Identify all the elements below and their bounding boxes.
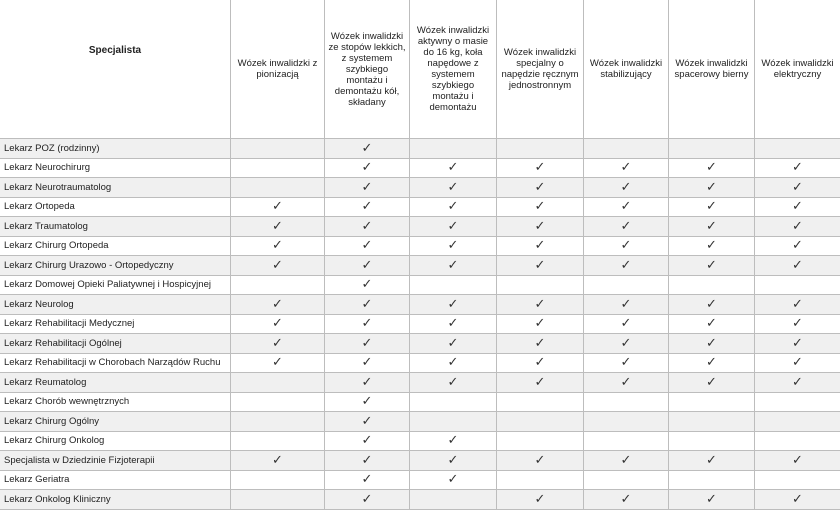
cell-col-4	[584, 217, 669, 237]
cell-col-1	[325, 373, 410, 393]
cell-col-6	[755, 431, 840, 451]
cell-col-5	[669, 217, 755, 237]
specialist-name: Lekarz Traumatolog	[0, 217, 231, 237]
specialist-name: Lekarz Rehabilitacji Medycznej	[0, 314, 231, 334]
cell-col-3	[497, 412, 584, 432]
check-icon: ✓	[535, 181, 546, 192]
specialist-name: Lekarz Neurochirurg	[0, 158, 231, 178]
cell-col-6	[755, 412, 840, 432]
check-icon: ✓	[362, 415, 373, 426]
cell-col-5	[669, 256, 755, 276]
check-icon: ✓	[362, 181, 373, 192]
cell-col-0	[231, 353, 325, 373]
check-icon: ✓	[272, 454, 283, 465]
check-icon: ✓	[706, 181, 717, 192]
cell-col-1	[325, 353, 410, 373]
specialist-name: Lekarz Rehabilitacji Ogólnej	[0, 334, 231, 354]
check-icon: ✓	[621, 259, 632, 270]
cell-col-3	[497, 275, 584, 295]
table-row	[0, 392, 840, 412]
cell-col-1	[325, 139, 410, 159]
cell-col-6	[755, 139, 840, 159]
check-icon: ✓	[792, 220, 803, 231]
cell-col-5	[669, 139, 755, 159]
specialist-name: Lekarz Neurotraumatolog	[0, 178, 231, 198]
specialist-name: Lekarz Domowej Opieki Paliatywnej i Hospicyjnej	[0, 275, 231, 295]
cell-col-3	[497, 178, 584, 198]
cell-col-3	[497, 197, 584, 217]
check-icon: ✓	[706, 376, 717, 387]
specialist-name: Lekarz Reumatolog	[0, 373, 231, 393]
check-icon: ✓	[792, 376, 803, 387]
check-icon: ✓	[792, 200, 803, 211]
check-icon: ✓	[272, 259, 283, 270]
check-icon: ✓	[792, 493, 803, 504]
check-icon: ✓	[448, 298, 459, 309]
cell-col-6	[755, 451, 840, 471]
cell-col-3	[497, 353, 584, 373]
table-row	[0, 256, 840, 276]
cell-col-1	[325, 431, 410, 451]
check-icon: ✓	[448, 181, 459, 192]
check-icon: ✓	[362, 395, 373, 406]
cell-col-1	[325, 256, 410, 276]
cell-col-4	[584, 334, 669, 354]
check-icon: ✓	[362, 317, 373, 328]
header-col-0: Wózek inwalidzki z pionizacją	[231, 0, 325, 139]
check-icon: ✓	[362, 142, 373, 153]
table-row	[0, 353, 840, 373]
cell-col-4	[584, 139, 669, 159]
cell-col-2	[410, 139, 497, 159]
check-icon: ✓	[706, 454, 717, 465]
check-icon: ✓	[448, 239, 459, 250]
specialist-name: Lekarz Geriatra	[0, 470, 231, 490]
check-icon: ✓	[448, 356, 459, 367]
check-icon: ✓	[272, 200, 283, 211]
check-icon: ✓	[792, 259, 803, 270]
check-icon: ✓	[272, 239, 283, 250]
cell-col-0	[231, 412, 325, 432]
cell-col-6	[755, 236, 840, 256]
header-col-6: Wózek inwalidzki elektryczny	[755, 0, 840, 139]
specialist-name: Lekarz POZ (rodzinny)	[0, 139, 231, 159]
table-row	[0, 490, 840, 510]
check-icon: ✓	[706, 493, 717, 504]
header-col-4: Wózek inwalidzki stabilizujący	[584, 0, 669, 139]
check-icon: ✓	[272, 337, 283, 348]
cell-col-4	[584, 314, 669, 334]
check-icon: ✓	[706, 317, 717, 328]
check-icon: ✓	[792, 337, 803, 348]
cell-col-2	[410, 295, 497, 315]
cell-col-5	[669, 178, 755, 198]
cell-col-6	[755, 197, 840, 217]
cell-col-2	[410, 158, 497, 178]
cell-col-2	[410, 353, 497, 373]
table-row	[0, 431, 840, 451]
check-icon: ✓	[706, 259, 717, 270]
table-row	[0, 314, 840, 334]
table-row	[0, 139, 840, 159]
cell-col-3	[497, 431, 584, 451]
table-row	[0, 334, 840, 354]
specialist-name: Specjalista w Dziedzinie Fizjoterapii	[0, 451, 231, 471]
check-icon: ✓	[448, 161, 459, 172]
cell-col-0	[231, 275, 325, 295]
cell-col-3	[497, 373, 584, 393]
cell-col-1	[325, 158, 410, 178]
table-row	[0, 412, 840, 432]
cell-col-1	[325, 275, 410, 295]
check-icon: ✓	[362, 356, 373, 367]
specialist-name: Lekarz Chirurg Ogólny	[0, 412, 231, 432]
header-specialist: Specjalista	[0, 0, 231, 139]
cell-col-4	[584, 490, 669, 510]
cell-col-1	[325, 314, 410, 334]
table-row	[0, 158, 840, 178]
cell-col-2	[410, 412, 497, 432]
cell-col-6	[755, 275, 840, 295]
cell-col-2	[410, 178, 497, 198]
check-icon: ✓	[706, 220, 717, 231]
cell-col-1	[325, 334, 410, 354]
check-icon: ✓	[362, 376, 373, 387]
check-icon: ✓	[535, 259, 546, 270]
cell-col-3	[497, 217, 584, 237]
cell-col-5	[669, 295, 755, 315]
cell-col-3	[497, 256, 584, 276]
cell-col-6	[755, 158, 840, 178]
cell-col-0	[231, 178, 325, 198]
cell-col-2	[410, 490, 497, 510]
table-body	[0, 139, 840, 510]
check-icon: ✓	[362, 259, 373, 270]
cell-col-5	[669, 490, 755, 510]
check-icon: ✓	[535, 317, 546, 328]
specialist-name: Lekarz Chirurg Urazowo - Ortopedyczny	[0, 256, 231, 276]
cell-col-0	[231, 139, 325, 159]
check-icon: ✓	[706, 337, 717, 348]
table-row	[0, 275, 840, 295]
cell-col-0	[231, 314, 325, 334]
cell-col-3	[497, 236, 584, 256]
cell-col-4	[584, 178, 669, 198]
check-icon: ✓	[272, 317, 283, 328]
cell-col-2	[410, 334, 497, 354]
check-icon: ✓	[706, 356, 717, 367]
cell-col-6	[755, 295, 840, 315]
cell-col-0	[231, 451, 325, 471]
header-col-3: Wózek inwalidzki specjalny o napędzie ręcznym jednostronnym	[497, 0, 584, 139]
check-icon: ✓	[535, 298, 546, 309]
check-icon: ✓	[448, 434, 459, 445]
cell-col-6	[755, 314, 840, 334]
check-icon: ✓	[362, 473, 373, 484]
cell-col-5	[669, 451, 755, 471]
cell-col-2	[410, 451, 497, 471]
check-icon: ✓	[621, 161, 632, 172]
cell-col-4	[584, 295, 669, 315]
cell-col-1	[325, 451, 410, 471]
specialist-name: Lekarz Chirurg Ortopeda	[0, 236, 231, 256]
cell-col-3	[497, 139, 584, 159]
check-icon: ✓	[272, 298, 283, 309]
cell-col-0	[231, 431, 325, 451]
check-icon: ✓	[621, 200, 632, 211]
cell-col-0	[231, 373, 325, 393]
check-icon: ✓	[621, 376, 632, 387]
cell-col-1	[325, 392, 410, 412]
check-icon: ✓	[535, 337, 546, 348]
cell-col-1	[325, 236, 410, 256]
cell-col-0	[231, 256, 325, 276]
check-icon: ✓	[272, 220, 283, 231]
check-icon: ✓	[448, 376, 459, 387]
cell-col-6	[755, 490, 840, 510]
check-icon: ✓	[621, 317, 632, 328]
cell-col-2	[410, 236, 497, 256]
check-icon: ✓	[448, 220, 459, 231]
cell-col-4	[584, 353, 669, 373]
cell-col-2	[410, 314, 497, 334]
check-icon: ✓	[792, 317, 803, 328]
table-row	[0, 178, 840, 198]
cell-col-5	[669, 392, 755, 412]
header-col-5: Wózek inwalidzki spacerowy bierny	[669, 0, 755, 139]
cell-col-3	[497, 392, 584, 412]
cell-col-0	[231, 392, 325, 412]
cell-col-4	[584, 236, 669, 256]
check-icon: ✓	[448, 200, 459, 211]
cell-col-5	[669, 275, 755, 295]
table-row	[0, 451, 840, 471]
cell-col-0	[231, 197, 325, 217]
cell-col-3	[497, 490, 584, 510]
table-row	[0, 236, 840, 256]
check-icon: ✓	[792, 181, 803, 192]
check-icon: ✓	[448, 454, 459, 465]
check-icon: ✓	[535, 493, 546, 504]
cell-col-6	[755, 256, 840, 276]
check-icon: ✓	[706, 200, 717, 211]
cell-col-2	[410, 256, 497, 276]
cell-col-5	[669, 158, 755, 178]
check-icon: ✓	[621, 493, 632, 504]
cell-col-1	[325, 217, 410, 237]
check-icon: ✓	[535, 161, 546, 172]
cell-col-0	[231, 295, 325, 315]
specialist-name: Lekarz Rehabilitacji w Chorobach Narządów Ruchu	[0, 353, 231, 373]
check-icon: ✓	[621, 356, 632, 367]
cell-col-4	[584, 392, 669, 412]
cell-col-2	[410, 373, 497, 393]
cell-col-5	[669, 314, 755, 334]
cell-col-0	[231, 490, 325, 510]
check-icon: ✓	[362, 220, 373, 231]
check-icon: ✓	[535, 356, 546, 367]
check-icon: ✓	[621, 181, 632, 192]
check-icon: ✓	[621, 337, 632, 348]
specialist-name: Lekarz Neurolog	[0, 295, 231, 315]
cell-col-2	[410, 197, 497, 217]
cell-col-5	[669, 373, 755, 393]
cell-col-6	[755, 217, 840, 237]
cell-col-1	[325, 295, 410, 315]
cell-col-0	[231, 334, 325, 354]
cell-col-5	[669, 431, 755, 451]
table-row	[0, 373, 840, 393]
check-icon: ✓	[362, 298, 373, 309]
specialist-name: Lekarz Onkolog Kliniczny	[0, 490, 231, 510]
cell-col-1	[325, 178, 410, 198]
cell-col-6	[755, 373, 840, 393]
check-icon: ✓	[362, 278, 373, 289]
cell-col-4	[584, 197, 669, 217]
check-icon: ✓	[792, 239, 803, 250]
check-icon: ✓	[792, 298, 803, 309]
cell-col-3	[497, 451, 584, 471]
header-col-2: Wózek inwalidzki aktywny o masie do 16 kg, koła napędowe z systemem szybkiego montażu i demontażu	[410, 0, 497, 139]
check-icon: ✓	[362, 200, 373, 211]
check-icon: ✓	[706, 298, 717, 309]
check-icon: ✓	[621, 454, 632, 465]
check-icon: ✓	[362, 434, 373, 445]
check-icon: ✓	[362, 161, 373, 172]
check-icon: ✓	[706, 161, 717, 172]
check-icon: ✓	[362, 493, 373, 504]
cell-col-6	[755, 178, 840, 198]
cell-col-5	[669, 412, 755, 432]
specialist-name: Lekarz Chorób wewnętrznych	[0, 392, 231, 412]
check-icon: ✓	[272, 356, 283, 367]
cell-col-4	[584, 431, 669, 451]
header-col-1: Wózek inwalidzki ze stopów lekkich, z systemem szybkiego montażu i demontażu kół, składany	[325, 0, 410, 139]
check-icon: ✓	[362, 239, 373, 250]
check-icon: ✓	[535, 376, 546, 387]
cell-col-5	[669, 334, 755, 354]
cell-col-1	[325, 412, 410, 432]
cell-col-4	[584, 158, 669, 178]
cell-col-6	[755, 334, 840, 354]
cell-col-2	[410, 217, 497, 237]
cell-col-3	[497, 334, 584, 354]
check-icon: ✓	[706, 239, 717, 250]
check-icon: ✓	[448, 473, 459, 484]
cell-col-6	[755, 392, 840, 412]
check-icon: ✓	[792, 356, 803, 367]
cell-col-0	[231, 236, 325, 256]
check-icon: ✓	[362, 454, 373, 465]
table-row	[0, 217, 840, 237]
cell-col-5	[669, 353, 755, 373]
check-icon: ✓	[362, 337, 373, 348]
cell-col-4	[584, 451, 669, 471]
cell-col-4	[584, 256, 669, 276]
cell-col-0	[231, 217, 325, 237]
cell-col-4	[584, 412, 669, 432]
cell-col-2	[410, 275, 497, 295]
check-icon: ✓	[792, 454, 803, 465]
check-icon: ✓	[535, 239, 546, 250]
cell-col-1	[325, 197, 410, 217]
cell-col-3	[497, 314, 584, 334]
check-icon: ✓	[621, 239, 632, 250]
cell-col-2	[410, 431, 497, 451]
specialist-name: Lekarz Ortopeda	[0, 197, 231, 217]
check-icon: ✓	[535, 220, 546, 231]
specialist-name: Lekarz Chirurg Onkolog	[0, 431, 231, 451]
table-row	[0, 295, 840, 315]
cell-col-1	[325, 490, 410, 510]
cell-col-2	[410, 392, 497, 412]
cell-col-4	[584, 373, 669, 393]
check-icon: ✓	[792, 161, 803, 172]
cell-col-5	[669, 197, 755, 217]
cell-col-6	[755, 353, 840, 373]
check-icon: ✓	[448, 317, 459, 328]
table-row	[0, 197, 840, 217]
cell-col-4	[584, 275, 669, 295]
header-row	[0, 0, 840, 139]
check-icon: ✓	[535, 200, 546, 211]
check-icon: ✓	[448, 337, 459, 348]
cell-col-3	[497, 158, 584, 178]
cell-col-3	[497, 295, 584, 315]
check-icon: ✓	[621, 220, 632, 231]
cell-col-5	[669, 236, 755, 256]
check-icon: ✓	[448, 259, 459, 270]
check-icon: ✓	[621, 298, 632, 309]
check-icon: ✓	[535, 454, 546, 465]
cell-col-0	[231, 158, 325, 178]
